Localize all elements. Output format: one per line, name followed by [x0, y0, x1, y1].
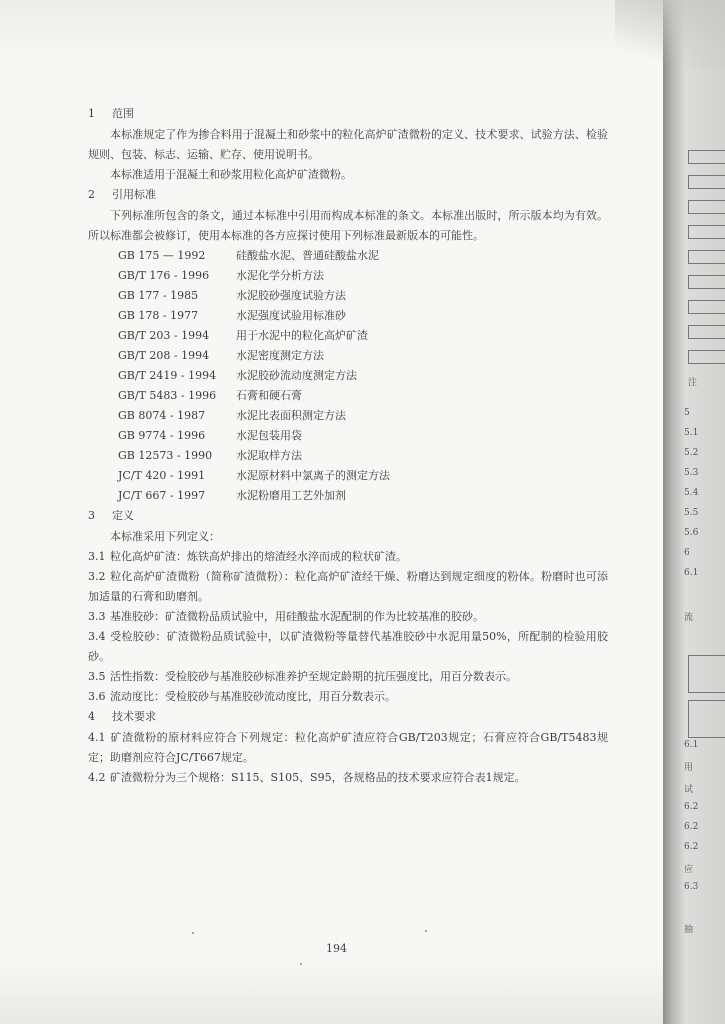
facing-page-fragment: 流	[684, 613, 694, 623]
facing-page-table-cell	[688, 150, 725, 164]
facing-page-fragment: 5.4	[684, 488, 699, 498]
facing-page-fragment: 应	[684, 865, 694, 875]
definition-item: 3.6 流动度比：受检胶砂与基准胶砂流动度比，用百分数表示。	[88, 690, 396, 703]
facing-page-fragment: 抽	[684, 925, 694, 935]
section-1-paragraph: 本标准适用于混凝土和砂浆用粒化高炉矿渣微粉。	[110, 168, 352, 181]
facing-page-table-cell	[688, 300, 725, 314]
facing-page-fragment: 5.3	[684, 468, 699, 478]
standard-entry: GB 177 - 1985 水泥胶砂强度试验方法	[118, 289, 346, 302]
definition-item: 3.2 粒化高炉矿渣微粉（简称矿渣微粉）：粒化高炉矿渣经干燥、粉磨达到规定细度的粉体。粉磨时也可添加适量的石膏和助磨剂。	[88, 570, 608, 603]
standard-entry: GB 178 - 1977 水泥强度试验用标准砂	[118, 309, 346, 322]
standard-entry: GB/T 203 - 1994 用于水泥中的粒化高炉矿渣	[118, 329, 368, 342]
facing-page-table-cell	[688, 275, 725, 289]
definition-item: 3.1 粒化高炉矿渣：炼铁高炉排出的熔渣经水淬而成的粒状矿渣。	[88, 550, 407, 563]
standard-entry: GB/T 208 - 1994 水泥密度测定方法	[118, 349, 324, 362]
definition-item: 3.5 活性指数：受检胶砂与基准胶砂标准养护至规定龄期的抗压强度比，用百分数表示。	[88, 670, 517, 683]
facing-page-fragment: 6.2	[684, 842, 699, 852]
scan-speck	[192, 932, 194, 934]
page-number: 194	[326, 942, 347, 955]
section-1-heading: 1 范围	[88, 107, 134, 120]
facing-page-table-cell	[688, 700, 725, 738]
facing-page-table-cell	[688, 250, 725, 264]
definition-item: 3.3 基准胶砂：矿渣微粉品质试验中，用硅酸盐水泥配制的作为比较基准的胶砂。	[88, 610, 484, 623]
section-1-paragraph: 本标准规定了作为掺合料用于混凝土和砂浆中的粒化高炉矿渣微粉的定义、技术要求、试验方法、检验规则、包装、标志、运输、贮存、使用说明书。	[88, 128, 608, 161]
section-3-intro: 本标准采用下列定义：	[110, 530, 220, 543]
section-4-heading: 4 技术要求	[88, 710, 156, 723]
facing-page-fragment: 5.6	[684, 528, 699, 538]
facing-page-fragment: 注	[688, 378, 698, 388]
standard-entry: GB/T 5483 - 1996 石膏和硬石膏	[118, 389, 302, 402]
requirement-item: 4.2 矿渣微粉分为三个规格：S115、S105、S95，各规格品的技术要求应符合表1规定。	[88, 771, 526, 784]
standard-entry: GB 9774 - 1996 水泥包装用袋	[118, 429, 302, 442]
facing-page-table-cell	[688, 655, 725, 693]
facing-page-fragment: 6.1	[684, 740, 699, 750]
standard-entry: GB 12573 - 1990 水泥取样方法	[118, 449, 302, 462]
standard-entry: GB/T 2419 - 1994 水泥胶砂流动度测定方法	[118, 369, 357, 382]
facing-page-fragment: 5.5	[684, 508, 699, 518]
facing-page-fragment: 6.1	[684, 568, 699, 578]
facing-page-fragment: 试	[684, 785, 694, 795]
standard-body-text	[88, 104, 608, 788]
facing-page-fragment: 5.2	[684, 448, 699, 458]
top-corner-shadow	[615, 0, 725, 70]
section-2-heading: 2 引用标准	[88, 188, 156, 201]
facing-page-fragment: 6.3	[684, 882, 699, 892]
scan-speck	[300, 963, 302, 965]
facing-page-fragment: 用	[684, 763, 694, 773]
facing-page-fragment: 6.2	[684, 822, 699, 832]
facing-page-fragment: 5	[684, 408, 690, 418]
standard-entry: GB 175 — 1992 硅酸盐水泥、普通硅酸盐水泥	[118, 249, 379, 262]
facing-page-table-cell	[688, 325, 725, 339]
standard-entry: JC/T 420 - 1991 水泥原材料中氯离子的测定方法	[118, 469, 390, 482]
facing-page-table-cell	[688, 200, 725, 214]
definition-item: 3.4 受检胶砂：矿渣微粉品质试验中，以矿渣微粉等量替代基准胶砂中水泥用量50%，所配制的检验用胶砂。	[88, 630, 608, 663]
facing-page-fragment: 5.1	[684, 428, 699, 438]
requirement-item: 4.1 矿渣微粉的原材料应符合下列规定：粒化高炉矿渣应符合GB/T203规定；石膏应符合GB/T5483规定；助磨剂应符合JC/T667规定。	[88, 731, 608, 764]
facing-page-table-cell	[688, 350, 725, 364]
facing-page-fragment: 6.2	[684, 802, 699, 812]
section-3-heading: 3 定义	[88, 509, 134, 522]
section-2-paragraph: 下列标准所包含的条文，通过本标准中引用而构成本标准的条文。本标准出版时，所示版本均为有效。所以标准都会被修订，使用本标准的各方应探讨使用下列标准最新版本的可能性。	[88, 209, 608, 242]
facing-page-table-cell	[688, 225, 725, 239]
referenced-standards-list	[118, 246, 608, 506]
scan-speck	[425, 930, 427, 932]
standard-entry: GB/T 176 - 1996 水泥化学分析方法	[118, 269, 324, 282]
standard-entry: JC/T 667 - 1997 水泥粉磨用工艺外加剂	[118, 489, 346, 502]
facing-page-table-cell	[688, 175, 725, 189]
facing-page-fragment: 6	[684, 548, 690, 558]
standard-entry: GB 8074 - 1987 水泥比表面积测定方法	[118, 409, 346, 422]
